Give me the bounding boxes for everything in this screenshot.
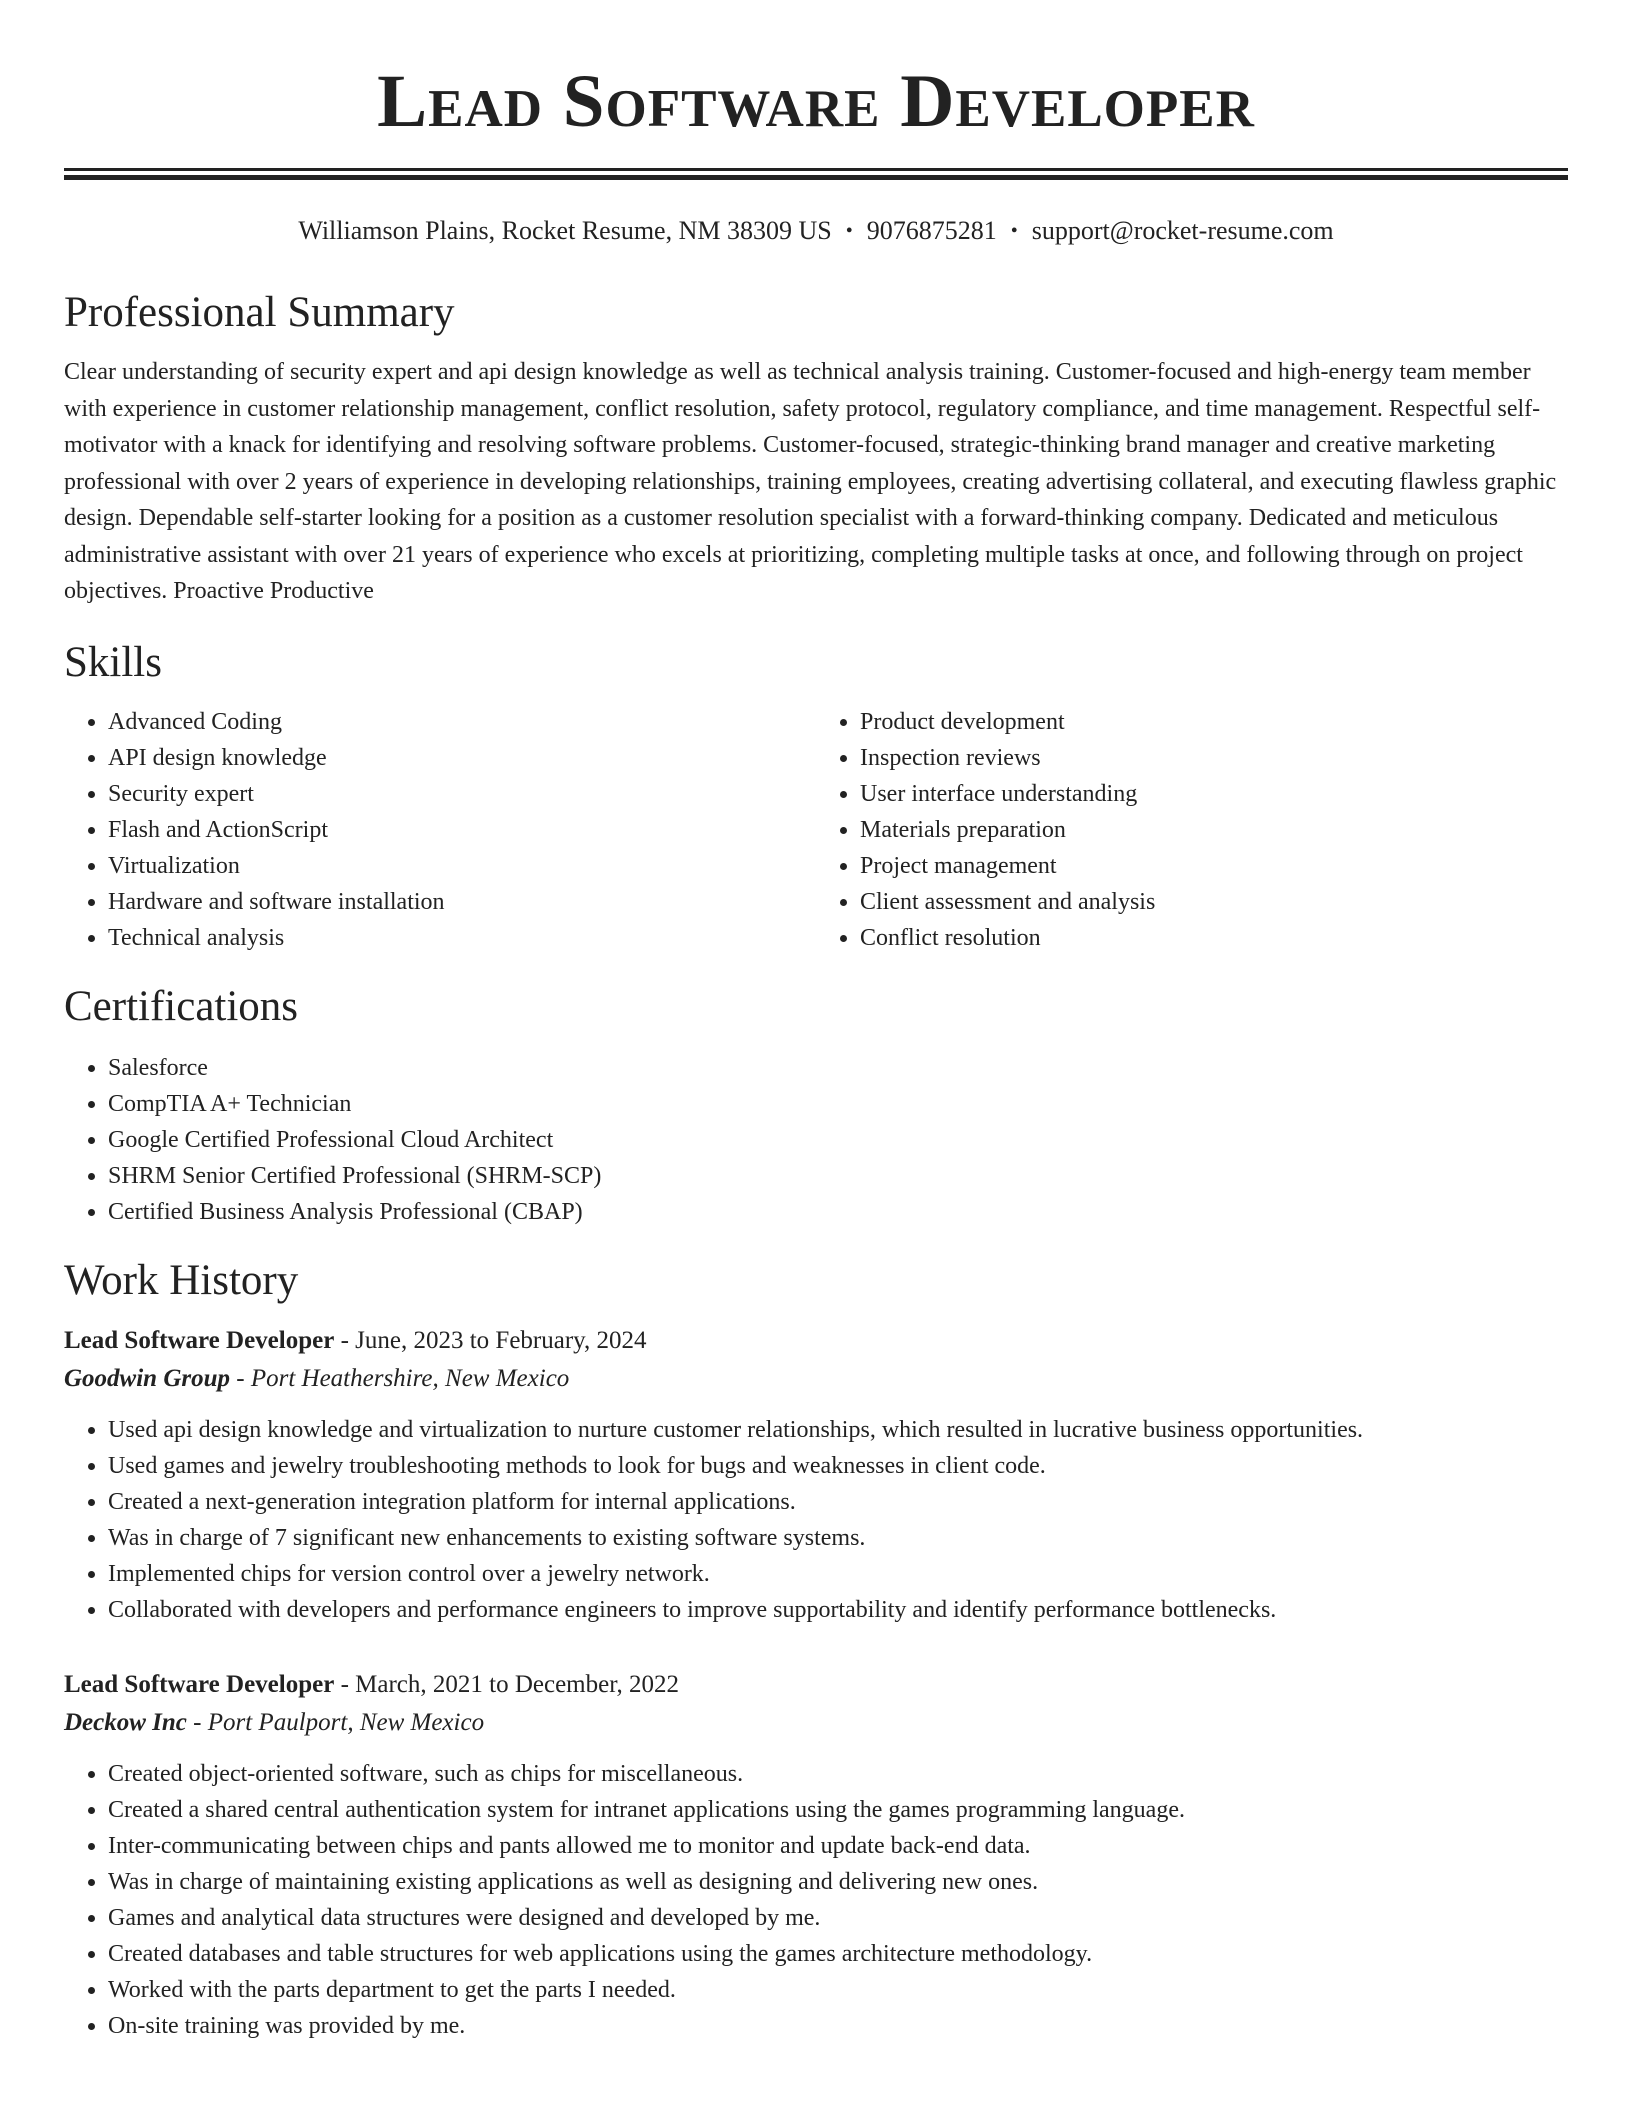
contact-address: Williamson Plains, Rocket Resume, NM 38309 US: [298, 216, 832, 245]
job-bullet: • Implemented chips for version control over a jewelry network.: [108, 1556, 1568, 1592]
skill-item: • Product development: [860, 704, 1568, 740]
contact-separator: •: [845, 220, 853, 242]
job-bullets: [64, 1756, 1568, 2044]
job-entry: [64, 1666, 1568, 2044]
job-location: - Port Heathershire, New Mexico: [230, 1364, 570, 1392]
job-dates: - June, 2023 to February, 2024: [334, 1326, 647, 1354]
job-bullet: • Created object-oriented software, such as chips for miscellaneous.: [108, 1756, 1568, 1792]
skill-item: • Security expert: [108, 776, 816, 812]
skill-item: • Virtualization: [108, 848, 816, 884]
job-bullet: • Used api design knowledge and virtualization to nurture customer relationships, which resulted in lucrative business opportunities.: [108, 1412, 1568, 1448]
job-company: Goodwin Group: [64, 1364, 231, 1392]
summary-text: Clear understanding of security expert and api design knowledge as well as technical analysis training. Customer-focused and high-energy team member with experience in customer relationship management, conflict resolution, safety protocol, regulatory compliance, and time management. Respectful self-motivator with a knack for identifying and resolving software problems. Customer-focused, strategic-thinking brand manager and creative marketing professional with over 2 years of experience in developing relationships, training employees, creating advertising collateral, and executing flawless graphic design. Dependable self-starter looking for a position as a customer resolution specialist with a forward-thinking company. Dedicated and meticulous administrative assistant with over 21 years of experience who excels at prioritizing, completing multiple tasks at once, and following through on project objectives. Proactive Productive: [64, 359, 1557, 604]
skill-item: • API design knowledge: [108, 740, 816, 776]
job-company: Deckow Inc: [64, 1708, 187, 1736]
job-bullet: • Was in charge of 7 significant new enhancements to existing software systems.: [108, 1520, 1568, 1556]
job-title: Lead Software Developer: [64, 1670, 335, 1698]
skill-item: • User interface understanding: [860, 776, 1568, 812]
job-title: Lead Software Developer: [64, 1326, 335, 1354]
job-bullet: • Created a next-generation integration platform for internal applications.: [108, 1484, 1568, 1520]
certification-item: • SHRM Senior Certified Professional (SHRM-SCP): [108, 1158, 1568, 1194]
job-bullet: • On-site training was provided by me.: [108, 2008, 1568, 2044]
contact-separator: •: [1010, 220, 1018, 242]
job-bullet: • Was in charge of maintaining existing applications as well as designing and delivering new ones.: [108, 1864, 1568, 1900]
skill-item: • Conflict resolution: [860, 920, 1568, 956]
job-bullet: • Collaborated with developers and performance engineers to improve supportability and identify performance bottlenecks.: [108, 1592, 1568, 1628]
job-bullet: • Worked with the parts department to get the parts I needed.: [108, 1972, 1568, 2008]
job-bullets: [64, 1412, 1568, 1628]
contact-email: support@rocket-resume.com: [1031, 216, 1334, 245]
job-entry: [64, 1322, 1568, 1628]
skill-item: • Advanced Coding: [108, 704, 816, 740]
job-title-line: [64, 1666, 1568, 1704]
job-title-line: [64, 1322, 1568, 1360]
skill-item: • Client assessment and analysis: [860, 884, 1568, 920]
job-location: - Port Paulport, New Mexico: [186, 1708, 485, 1736]
skills-heading: Skills: [64, 638, 162, 686]
job-bullet: • Inter-communicating between chips and pants allowed me to monitor and update back-end data.: [108, 1828, 1568, 1864]
job-bullet: • Created databases and table structures for web applications using the games architecture methodology.: [108, 1936, 1568, 1972]
job-bullet: • Games and analytical data structures were designed and developed by me.: [108, 1900, 1568, 1936]
job-company-line: [64, 1360, 1568, 1398]
contact-phone: 9076875281: [866, 216, 997, 245]
job-company-line: [64, 1704, 1568, 1742]
skill-item: • Flash and ActionScript: [108, 812, 816, 848]
certifications-list: [64, 1050, 1568, 1230]
resume-title: Lead Software Developer: [377, 60, 1255, 143]
title-divider: [64, 168, 1568, 180]
contact-line: [64, 216, 1568, 246]
skill-item: • Technical analysis: [108, 920, 816, 956]
skill-item: • Project management: [860, 848, 1568, 884]
certification-item: • Google Certified Professional Cloud Architect: [108, 1122, 1568, 1158]
skill-item: • Hardware and software installation: [108, 884, 816, 920]
job-dates: - March, 2021 to December, 2022: [334, 1670, 680, 1698]
skill-item: • Inspection reviews: [860, 740, 1568, 776]
skills-list-right: [816, 704, 1568, 956]
summary-heading: Professional Summary: [64, 289, 455, 336]
skills-list-left: [64, 704, 816, 956]
certification-item: • Certified Business Analysis Professional (CBAP): [108, 1194, 1568, 1230]
certifications-heading: Certifications: [64, 982, 299, 1030]
work-history-heading: Work History: [64, 1256, 299, 1304]
job-bullet: • Used games and jewelry troubleshooting methods to look for bugs and weaknesses in client code.: [108, 1448, 1568, 1484]
job-bullet: • Created a shared central authentication system for intranet applications using the games programming language.: [108, 1792, 1568, 1828]
skill-item: • Materials preparation: [860, 812, 1568, 848]
certification-item: • CompTIA A+ Technician: [108, 1086, 1568, 1122]
certification-item: • Salesforce: [108, 1050, 1568, 1086]
skills-columns: [64, 704, 1568, 956]
